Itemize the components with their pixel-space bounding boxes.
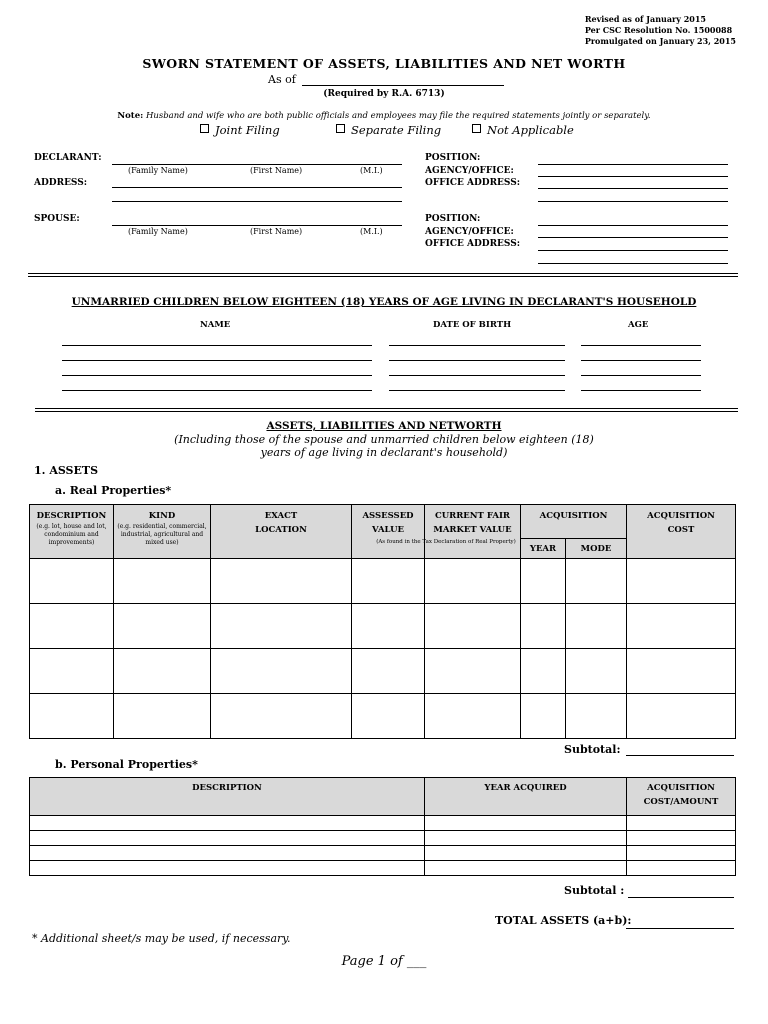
address-label: ADDRESS:: [34, 178, 88, 188]
not-applicable-label: Not Applicable: [487, 123, 574, 137]
col-current-fair-market-value: CURRENT FAIR MARKET VALUE: [425, 505, 521, 559]
family-name-caption: (Family Name): [128, 227, 188, 236]
children-col-age: AGE: [628, 320, 649, 330]
separate-filing-option[interactable]: [336, 123, 441, 137]
col-kind: KIND (e.g. residential, commercial, industrial, agricultural and mixed use): [114, 505, 211, 559]
child-age-field[interactable]: [581, 345, 701, 346]
child-age-field[interactable]: [581, 360, 701, 361]
checkbox-icon[interactable]: [472, 124, 481, 133]
declarant-label: DECLARANT:: [34, 153, 102, 163]
revised-date: Revised as of January 2015: [584, 14, 706, 24]
note: [0, 111, 768, 121]
spouse-office-address-field-1[interactable]: [538, 250, 728, 251]
col-acquisition-cost-amount: ACQUISITION COST/AMOUNT: [627, 778, 736, 816]
office-address-field-1[interactable]: [538, 188, 728, 189]
child-name-field[interactable]: [62, 360, 372, 361]
table-row[interactable]: [30, 649, 736, 694]
child-dob-field[interactable]: [389, 390, 565, 391]
assets-title: ASSETS, LIABILITIES AND NETWORTH: [266, 420, 502, 432]
joint-filing-option[interactable]: [200, 123, 280, 137]
table-row[interactable]: [30, 846, 736, 861]
child-dob-field[interactable]: [389, 375, 565, 376]
joint-filing-label: Joint Filing: [215, 123, 280, 137]
personal-properties-label: b. Personal Properties*: [55, 758, 198, 771]
section-divider: [28, 273, 738, 277]
personal-table-header: [30, 778, 736, 816]
spouse-position-field[interactable]: [538, 225, 728, 226]
csc-resolution: Per CSC Resolution No. 1500088: [584, 25, 733, 35]
table-row[interactable]: [30, 559, 736, 604]
note-text: Husband and wife who are both public officials and employees may file the required statements jointly or separately.: [145, 111, 651, 121]
col-mode: MODE: [566, 539, 627, 559]
checkbox-icon[interactable]: [200, 124, 209, 133]
first-name-caption: (First Name): [250, 227, 303, 236]
col-assessed-value: ASSESSED VALUE: [352, 505, 425, 559]
spouse-office-address-label: OFFICE ADDRESS:: [425, 239, 521, 249]
personal-properties-table: [29, 777, 736, 876]
checkbox-icon[interactable]: [336, 124, 345, 133]
not-applicable-option[interactable]: [472, 123, 574, 137]
children-col-name: NAME: [200, 320, 231, 330]
real-subtotal-label: Subtotal:: [564, 743, 621, 756]
separate-filing-label: Separate Filing: [351, 123, 442, 137]
spouse-agency-label: AGENCY/OFFICE:: [425, 227, 514, 237]
personal-subtotal-label: Subtotal :: [564, 884, 625, 897]
table-row[interactable]: [30, 694, 736, 739]
required-by: (Required by R.A. 6713): [323, 89, 445, 99]
col-exact-location: EXACT LOCATION: [211, 505, 352, 559]
total-assets-label: TOTAL ASSETS (a+b):: [495, 914, 632, 927]
col-description: DESCRIPTION: [30, 778, 425, 816]
position-label: POSITION:: [425, 153, 481, 163]
children-title: UNMARRIED CHILDREN BELOW EIGHTEEN (18) YEARS OF AGE LIVING IN DECLARANT'S HOUSEHOLD: [71, 296, 697, 308]
revision-info: [585, 14, 736, 47]
child-name-field[interactable]: [62, 375, 372, 376]
office-address-field-2[interactable]: [538, 201, 728, 202]
child-age-field[interactable]: [581, 375, 701, 376]
family-name-caption: (Family Name): [128, 166, 188, 175]
child-dob-field[interactable]: [389, 360, 565, 361]
real-table-header: [30, 505, 736, 539]
child-name-field[interactable]: [62, 345, 372, 346]
table-row[interactable]: [30, 861, 736, 876]
assets-subtitle-2: years of age living in declarant's household): [260, 446, 508, 459]
office-address-label: OFFICE ADDRESS:: [425, 178, 521, 188]
first-name-caption: (First Name): [250, 166, 303, 175]
table-row[interactable]: [30, 831, 736, 846]
address-field-1[interactable]: [112, 187, 402, 188]
form-title: SWORN STATEMENT OF ASSETS, LIABILITIES AND NET WORTH: [142, 56, 626, 71]
additional-sheets-note: * Additional sheet/s may be used, if necessary.: [32, 932, 291, 945]
col-description: DESCRIPTION (e.g. lot, house and lot, condominium and improvements): [30, 505, 114, 559]
declarant-name-field[interactable]: [112, 164, 402, 165]
real-properties-label: a. Real Properties*: [55, 484, 172, 497]
promulgated-date: Promulgated on January 23, 2015: [584, 36, 736, 46]
spouse-label: SPOUSE:: [34, 214, 80, 224]
col-year: YEAR: [521, 539, 566, 559]
table-row[interactable]: [30, 816, 736, 831]
as-of-label: As of: [268, 73, 296, 86]
tax-declaration-note: (As found in the Tax Declaration of Real Property): [376, 539, 516, 545]
spouse-office-address-field-2[interactable]: [538, 263, 728, 264]
assets-section-label: 1. ASSETS: [34, 464, 99, 477]
spouse-name-field[interactable]: [112, 225, 402, 226]
address-field-2[interactable]: [112, 201, 402, 202]
page-number: Page 1 of ___: [341, 954, 427, 969]
spouse-position-label: POSITION:: [425, 214, 481, 224]
agency-label: AGENCY/OFFICE:: [425, 166, 514, 176]
personal-subtotal-field[interactable]: [628, 897, 734, 898]
agency-field[interactable]: [538, 176, 728, 177]
assets-subtitle-1: (Including those of the spouse and unmarried children below eighteen (18): [174, 433, 594, 446]
real-subtotal-field[interactable]: [626, 755, 734, 756]
children-col-dob: DATE OF BIRTH: [433, 320, 512, 330]
col-acquisition-cost: ACQUISITION COST: [627, 505, 736, 559]
as-of-field[interactable]: [302, 85, 504, 86]
position-field[interactable]: [538, 164, 728, 165]
col-year-acquired: YEAR ACQUIRED: [425, 778, 627, 816]
spouse-agency-field[interactable]: [538, 237, 728, 238]
col-acquisition: ACQUISITION: [521, 505, 627, 539]
child-name-field[interactable]: [62, 390, 372, 391]
child-dob-field[interactable]: [389, 345, 565, 346]
total-assets-field[interactable]: [626, 928, 734, 929]
mi-caption: (M.I.): [360, 227, 383, 236]
section-divider: [35, 408, 738, 412]
mi-caption: (M.I.): [360, 166, 383, 175]
note-label: Note:: [117, 111, 144, 121]
child-age-field[interactable]: [581, 390, 701, 391]
table-row[interactable]: [30, 604, 736, 649]
